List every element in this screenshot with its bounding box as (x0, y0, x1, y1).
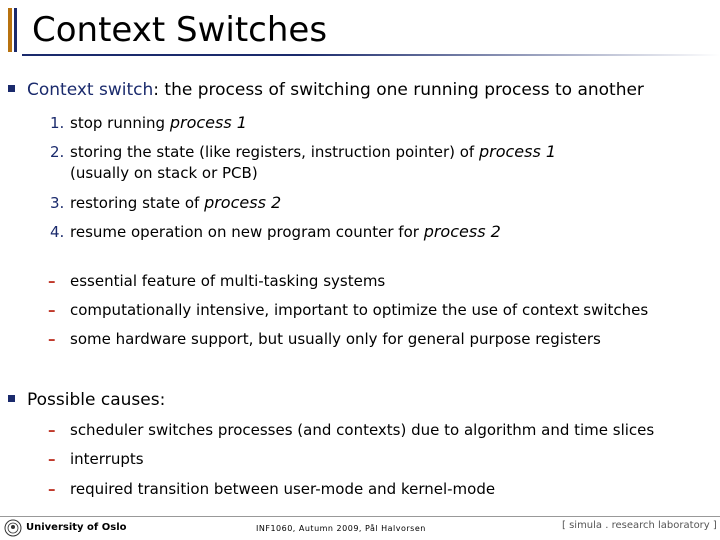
dash-note (48, 301, 648, 319)
list-item (50, 221, 501, 243)
item-number: 4. (50, 223, 65, 241)
title-accent-bar-inner (14, 8, 17, 52)
dash-bullet-icon: – (48, 480, 56, 498)
dash-note (48, 330, 601, 348)
dash-bullet-icon: – (48, 421, 56, 439)
bullet-text: Possible causes: (27, 390, 166, 410)
bullet-term: Context switch (27, 80, 154, 100)
footer-institution: University of Oslo (26, 522, 127, 533)
item-number: 1. (50, 114, 65, 132)
dash-note (48, 480, 495, 498)
list-item (50, 141, 556, 184)
dash-bullet-icon: – (48, 330, 56, 348)
item-emphasis: process 2 (204, 193, 282, 212)
item-text: restoring state of (70, 194, 205, 212)
dash-note (48, 421, 654, 439)
slide-title: Context Switches (32, 10, 328, 50)
item-text: stop running (70, 114, 170, 132)
title-underline (22, 54, 720, 56)
item-text: storing the state (like registers, instruction pointer) of (70, 143, 479, 161)
title-accent-bar (8, 8, 12, 52)
footer-divider (0, 516, 720, 517)
note-text: scheduler switches processes (and contexts) due to algorithm and time slices (70, 421, 655, 439)
list-item (50, 192, 281, 214)
note-text: required transition between user-mode and kernel-mode (70, 480, 496, 498)
square-bullet-icon (8, 85, 15, 92)
note-text: some hardware support, but usually only for general purpose registers (70, 330, 601, 348)
bullet-text: : the process of switching one running process to another (153, 80, 644, 100)
item-text: resume operation on new program counter for (70, 223, 424, 241)
list-item (50, 112, 247, 134)
bullet-possible-causes (8, 390, 165, 410)
footer-course-info: INF1060, Autumn 2009, Pål Halvorsen (256, 524, 426, 533)
dash-note (48, 272, 385, 290)
square-bullet-icon (8, 395, 15, 402)
item-continuation: (usually on stack or PCB) (70, 164, 258, 182)
dash-bullet-icon: – (48, 301, 56, 319)
dash-bullet-icon: – (48, 272, 56, 290)
item-number: 2. (50, 143, 65, 161)
university-seal-icon (4, 519, 22, 537)
bullet-context-switch (8, 80, 644, 100)
slide-title-bar (8, 4, 720, 52)
note-text: essential feature of multi-tasking systems (70, 272, 386, 290)
item-emphasis: process 1 (169, 113, 247, 132)
note-text: interrupts (70, 450, 144, 468)
item-number: 3. (50, 194, 65, 212)
item-emphasis: process 1 (478, 142, 557, 161)
item-emphasis: process 2 (423, 222, 501, 241)
dash-note (48, 450, 144, 468)
footer-lab-logo: [ simula . research laboratory ] (562, 520, 717, 531)
dash-bullet-icon: – (48, 450, 56, 468)
note-text: computationally intensive, important to optimize the use of context switches (70, 301, 649, 319)
